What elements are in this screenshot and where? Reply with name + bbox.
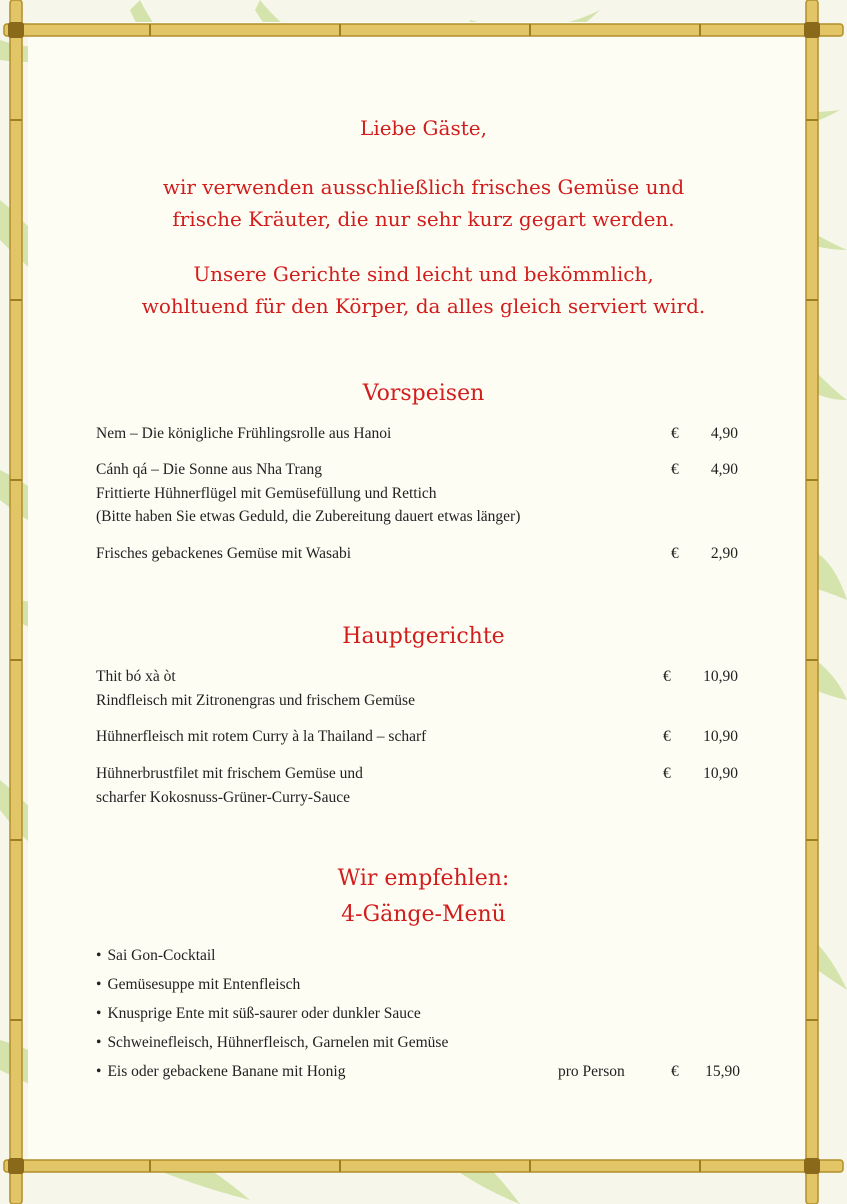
menu-item-description: scharfer Kokosnuss-Grüner-Curry-Sauce bbox=[96, 788, 351, 806]
list-item bbox=[96, 1060, 756, 1089]
menu-item-name: Frisches gebackenes Gemüse mit Wasabi bbox=[96, 545, 352, 562]
course-name: Gemüsesuppe mit Entenfleisch bbox=[107, 976, 301, 993]
greeting: Liebe Gäste, bbox=[360, 116, 487, 140]
menu-item-name: Thit bó xà òt bbox=[96, 668, 176, 685]
menu-item-huehnerbrust bbox=[96, 762, 363, 809]
menu-item-curry bbox=[96, 725, 426, 749]
menu-item-price: 2,90 bbox=[710, 545, 738, 562]
intro-line-3: Unsere Gerichte sind leicht und bekömmlich, bbox=[193, 262, 654, 286]
list-item bbox=[96, 1002, 756, 1031]
menu-price: 15,90 bbox=[705, 1063, 740, 1080]
list-item bbox=[96, 944, 756, 973]
menu-item-price: 10,90 bbox=[703, 728, 738, 745]
menu-item-name: Nem – Die königliche Frühlingsrolle aus Hanoi bbox=[96, 425, 392, 442]
currency-symbol: € bbox=[663, 765, 671, 782]
currency-symbol: € bbox=[663, 668, 671, 685]
list-item bbox=[96, 973, 756, 1002]
menu-item-description: Frittierte Hühnerflügel mit Gemüsefüllung und Rettich bbox=[96, 484, 437, 502]
currency-symbol: € bbox=[671, 1063, 679, 1080]
menu-item-name: Hühnerbrustfilet mit frischem Gemüse und bbox=[96, 765, 363, 782]
intro-line-2: frische Kräuter, die nur sehr kurz gegart werden. bbox=[172, 207, 675, 231]
section-title-vorspeisen: Vorspeisen bbox=[362, 381, 485, 406]
course-name: Schweinefleisch, Hühnerfleisch, Garnelen mit Gemüse bbox=[107, 1034, 449, 1051]
menu-item-name: Cánh qá – Die Sonne aus Nha Trang bbox=[96, 461, 323, 478]
currency-symbol: € bbox=[671, 461, 679, 478]
course-name: Eis oder gebackene Banane mit Honig bbox=[107, 1063, 346, 1080]
course-list bbox=[96, 944, 756, 1089]
currency-symbol: € bbox=[663, 728, 671, 745]
currency-symbol: € bbox=[671, 545, 679, 562]
menu-item-nem bbox=[96, 422, 391, 446]
intro-line-4: wohltuend für den Körper, da alles gleich serviert wird. bbox=[141, 294, 706, 318]
course-name: Knusprige Ente mit süß-saurer oder dunkler Sauce bbox=[107, 1005, 421, 1022]
menu-item-description: Rindfleisch mit Zitronengras und frischem Gemüse bbox=[96, 691, 415, 709]
menu-item-canh-qa bbox=[96, 458, 520, 529]
per-person-label: pro Person bbox=[558, 1063, 625, 1080]
menu-item-name: Hühnerfleisch mit rotem Curry à la Thailand – scharf bbox=[96, 728, 427, 745]
course-name: Sai Gon-Cocktail bbox=[107, 947, 216, 964]
menu-item-note: (Bitte haben Sie etwas Geduld, die Zubereitung dauert etwas länger) bbox=[96, 508, 521, 525]
menu-item-price: 4,90 bbox=[710, 461, 738, 478]
currency-symbol: € bbox=[671, 425, 679, 442]
intro-paragraph-1 bbox=[0, 171, 847, 235]
menu-item-price: 4,90 bbox=[710, 425, 738, 442]
menu-item-thit-bo bbox=[96, 665, 415, 712]
menu-item-gemuese bbox=[96, 542, 351, 566]
intro-line-1: wir verwenden ausschließlich frisches Gemüse und bbox=[162, 175, 685, 199]
intro-paragraph-2 bbox=[0, 258, 847, 322]
list-item bbox=[96, 1031, 756, 1060]
section-title-menu: 4-Gänge-Menü bbox=[341, 902, 506, 927]
menu-item-price: 10,90 bbox=[703, 668, 738, 685]
menu-item-price: 10,90 bbox=[703, 765, 738, 782]
section-title-empfehlung: Wir empfehlen: bbox=[337, 866, 510, 891]
section-title-hauptgerichte: Hauptgerichte bbox=[342, 624, 505, 649]
